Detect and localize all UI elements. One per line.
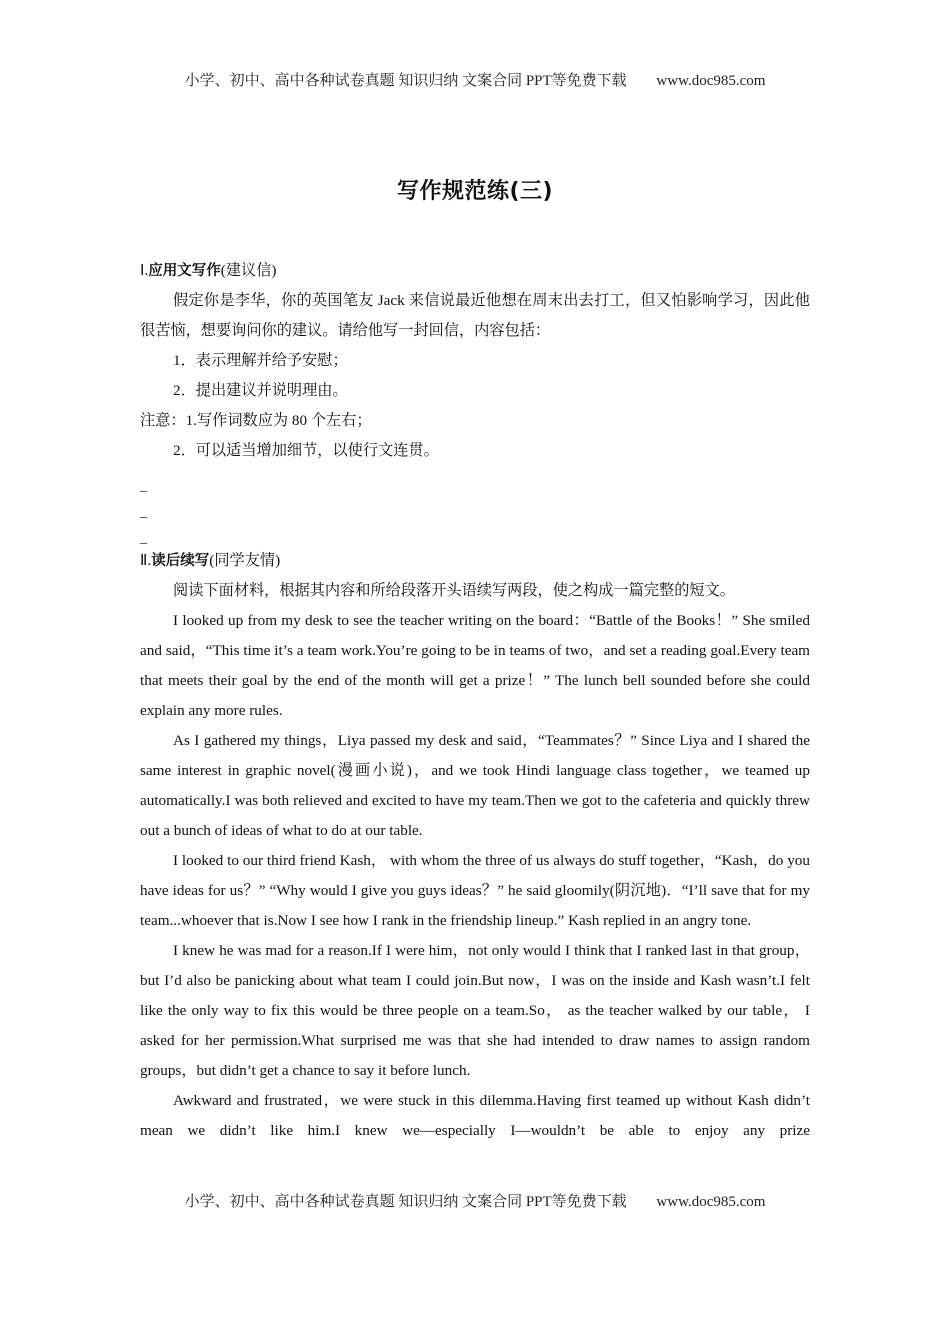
story-paragraph: As I gathered my things，Liya passed my desk and said，“Teammates？” Since Liya and I shared the same interest in graphic novel(漫画小说)，and we took Hindi language class together，we teamed up automatically.I was both relieved and excited to have my team.Then we got to the cafeteria and quickly threw out a bunch of ideas of what to do at our table. bbox=[140, 732, 810, 839]
section-2-instruction: 阅读下面材料，根据其内容和所给段落开头语续写两段，使之构成一篇完整的短文。 bbox=[173, 582, 735, 599]
section-2-heading bbox=[140, 546, 810, 576]
section-1-numeral: Ⅰ. bbox=[140, 262, 149, 279]
note-item-2: 2．可以适当增加细节，以使行文连贯。 bbox=[173, 442, 439, 459]
document-body bbox=[140, 256, 810, 1146]
section-1-prompt: 假定你是李华，你的英国笔友 Jack 来信说最近他想在周末出去打工，但又怕影响学习，因此他很苦恼，想要询问你的建议。请给他写一封回信，内容包括： bbox=[140, 292, 810, 339]
footer-text: 小学、初中、高中各种试卷真题 知识归纳 文案合同 PPT等免费下载 bbox=[184, 1194, 627, 1210]
note-label: 注意： bbox=[140, 412, 186, 429]
requirement-item-1: 1．表示理解并给予安慰； bbox=[173, 352, 348, 369]
answer-blank-line[interactable]: _ bbox=[140, 531, 147, 546]
story-paragraph: Awkward and frustrated，we were stuck in this dilemma.Having first teamed up without Kash didn’t mean we didn’t like him.I knew we—especially I—wouldn’t be able to enjoy any prize bbox=[140, 1092, 810, 1139]
story-paragraph: I knew he was mad for a reason.If I were him，not only would I think that I ranked last in that group，but I’d also be panicking about what team I could join.But now，I was on the inside and Kash wasn’t.I felt like the only way to fix this would be three people on a team.So， as the teacher walked by our table， I asked for her permission.What surprised me was that she had intended to draw names to assign random groups，but didn’t get a chance to say it before lunch. bbox=[140, 942, 810, 1079]
page-header bbox=[0, 69, 950, 90]
header-text: 小学、初中、高中各种试卷真题 知识归纳 文案合同 PPT等免费下载 bbox=[184, 73, 627, 89]
story-paragraph: I looked to our third friend Kash， with whom the three of us always do stuff together，“Kash，do you have ideas for us？” “Why would I give you guys ideas？” he said gloomily(阴沉地)．“I’ll save that for my team...whoever that is.Now I see how I rank in the friendship lineup.” Kash replied in an angry tone. bbox=[140, 852, 810, 929]
header-url: www.doc985.com bbox=[656, 73, 766, 89]
page-title: 写作规范练(三) bbox=[396, 179, 554, 204]
note-line bbox=[140, 406, 810, 436]
requirement-item-2: 2．提出建议并说明理由。 bbox=[173, 382, 348, 399]
section-1-subtitle: (建议信) bbox=[220, 262, 277, 279]
answer-blank-line[interactable]: _ bbox=[140, 479, 147, 494]
answer-blank-line[interactable]: _ bbox=[140, 505, 147, 520]
section-1-heading bbox=[140, 256, 810, 286]
story-paragraph: I looked up from my desk to see the teacher writing on the board：“Battle of the Books！” She smiled and said，“This time it’s a team work.You’re going to be in teams of two，and set a reading goal.Every team that meets their goal by the end of the month will get a prize！” The lunch bell sounded before she could explain any more rules. bbox=[140, 612, 810, 719]
page-footer bbox=[0, 1190, 950, 1211]
footer-url: www.doc985.com bbox=[656, 1194, 766, 1210]
note-item-1: 1.写作词数应为 80 个左右； bbox=[185, 412, 372, 429]
section-2-subtitle: (同学友情) bbox=[209, 552, 281, 569]
section-2-title: 读后续写 bbox=[151, 553, 210, 569]
section-1-title: 应用文写作 bbox=[148, 263, 221, 279]
section-2-numeral: Ⅱ. bbox=[140, 552, 152, 569]
